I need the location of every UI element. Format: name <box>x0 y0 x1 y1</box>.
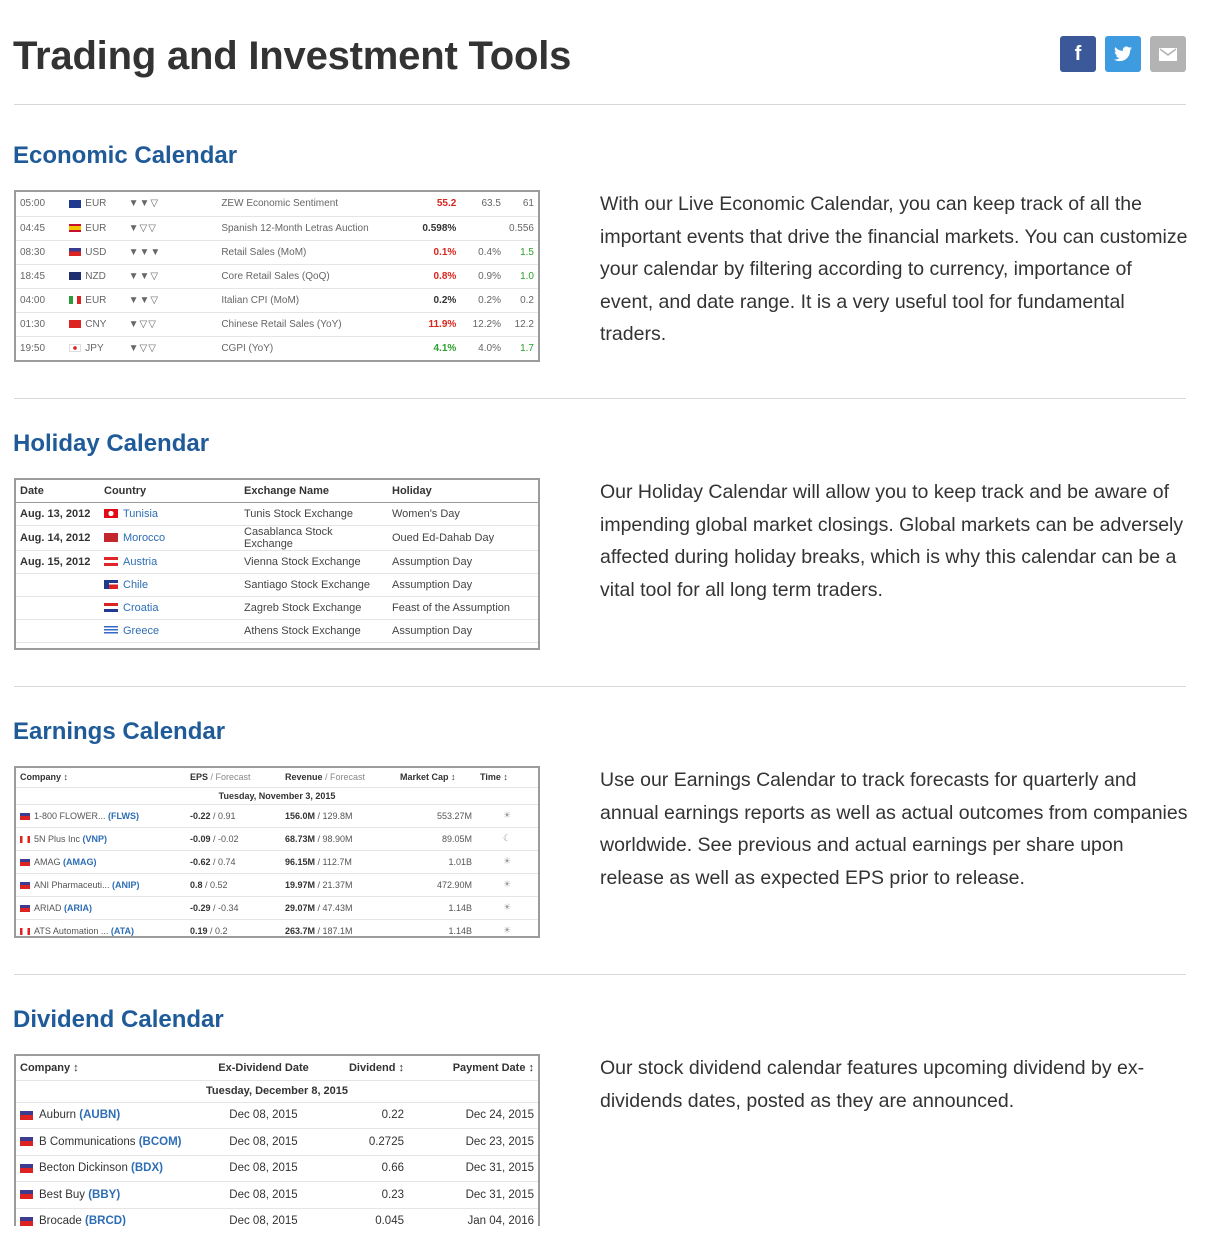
dividend-calendar-heading[interactable]: Dividend Calendar <box>13 1006 224 1033</box>
earnings-revenue <box>281 919 396 938</box>
event-name: Chinese Retail Sales (YoY) <box>221 318 342 330</box>
holiday-date: Aug. 14, 2012 <box>20 531 91 544</box>
revenue-forecast: / 129.8M <box>315 810 353 821</box>
column-header: Company ↕ <box>20 772 69 783</box>
dividend-row <box>16 1208 538 1226</box>
earnings-eps <box>186 873 281 896</box>
country-flag-icon <box>104 603 118 612</box>
divider <box>14 686 1186 687</box>
event-currency <box>65 240 124 264</box>
event-previous: 1.7 <box>520 342 534 354</box>
column-header: Date <box>16 480 100 502</box>
earnings-row <box>16 827 538 850</box>
event-actual: 11.9% <box>428 318 457 330</box>
earnings-calendar-heading[interactable]: Earnings Calendar <box>13 718 226 745</box>
earnings-revenue <box>281 873 396 896</box>
eps-forecast: / 0.74 <box>210 856 236 867</box>
importance-icon: ▼▼▽ <box>128 198 160 210</box>
earnings-revenue <box>281 850 396 873</box>
economic-calendar-section <box>13 142 1188 354</box>
revenue-actual: 156.0M <box>285 810 316 821</box>
holiday-header-row <box>16 480 538 502</box>
company-name: Best Buy <box>39 1188 89 1201</box>
country-name[interactable]: Morocco <box>123 531 166 544</box>
revenue-header: Revenue <box>285 772 323 783</box>
column-header: Ex-Dividend Date <box>218 1061 309 1074</box>
exchange-name: Athens Stock Exchange <box>244 624 361 637</box>
holiday-name: Feast of the Assumption <box>392 601 511 614</box>
exchange-name: Tunis Stock Exchange <box>244 507 354 520</box>
company-ticker[interactable]: (BRCD) <box>85 1215 126 1226</box>
company-ticker[interactable]: (ARIA) <box>64 902 93 913</box>
twitter-share-button[interactable] <box>1105 36 1141 72</box>
divider <box>14 974 1186 975</box>
earnings-company <box>16 919 186 938</box>
earnings-calendar-table <box>16 768 538 938</box>
dividend-company <box>16 1155 201 1182</box>
importance-icon: ▼▽▽ <box>128 342 157 354</box>
holiday-country <box>100 502 240 525</box>
currency-flag-icon <box>69 320 81 328</box>
currency-flag-icon <box>69 272 81 280</box>
company-ticker[interactable]: (ATA) <box>110 925 135 936</box>
event-previous: 0.556 <box>508 222 534 234</box>
event-name: Retail Sales (MoM) <box>221 246 307 258</box>
dividend-amount: 0.045 <box>375 1215 404 1226</box>
revenue-forecast: / 112.7M <box>315 856 352 867</box>
event-name: Italian CPI (MoM) <box>221 294 300 306</box>
dividend-date: Tuesday, December 8, 2015 <box>205 1085 349 1097</box>
country-name[interactable]: Croatia <box>123 601 159 614</box>
revenue-actual: 68.73M <box>285 833 316 844</box>
dividend-row <box>16 1129 538 1156</box>
currency-code: CNY <box>85 318 107 330</box>
column-header: Company ↕ <box>20 1061 79 1074</box>
revenue-actual: 96.15M <box>285 856 316 867</box>
holiday-calendar-table <box>16 480 538 643</box>
dividend-amount: 0.2725 <box>368 1135 404 1148</box>
economic-calendar-preview[interactable] <box>14 190 540 362</box>
holiday-name: Assumption Day <box>392 578 473 591</box>
dividend-row <box>16 1182 538 1209</box>
currency-flag-icon <box>69 344 81 352</box>
earnings-eps <box>186 827 281 850</box>
earnings-row <box>16 896 538 919</box>
email-icon <box>1159 48 1177 61</box>
event-forecast: 0.4% <box>478 246 501 258</box>
company-ticker[interactable]: (BDX) <box>131 1162 163 1175</box>
economic-event-row <box>16 288 538 312</box>
event-time: 04:00 <box>20 294 46 306</box>
event-previous: 61 <box>522 198 534 210</box>
earnings-company <box>16 850 186 873</box>
importance-icon: ▼▽▽ <box>128 318 157 330</box>
event-currency <box>65 312 124 336</box>
currency-code: EUR <box>85 198 107 210</box>
ex-dividend-date: Dec 08, 2015 <box>229 1109 298 1122</box>
event-actual: 0.598% <box>422 222 457 234</box>
company-name: 1-800 FLOWER... <box>34 810 109 821</box>
company-ticker[interactable]: (AMAG) <box>63 856 97 867</box>
holiday-name: Assumption Day <box>392 624 473 637</box>
event-forecast: 12.2% <box>472 318 501 330</box>
company-name: ARIAD <box>34 902 65 913</box>
country-name[interactable]: Tunisia <box>123 507 159 520</box>
divider <box>14 398 1186 399</box>
earnings-row <box>16 804 538 827</box>
currency-flag-icon <box>69 248 81 256</box>
event-name: Core Retail Sales (QoQ) <box>221 270 330 282</box>
report-time-icon: ☀ <box>502 879 512 889</box>
holiday-row <box>16 550 538 573</box>
eps-actual: -0.22 <box>190 810 211 821</box>
report-time-icon: ☀ <box>502 810 512 820</box>
revenue-forecast: / 187.1M <box>315 925 353 936</box>
dividend-header-row <box>16 1056 538 1080</box>
importance-icon: ▼▼▼ <box>128 246 162 258</box>
market-cap: 472.90M <box>436 879 472 890</box>
facebook-share-button[interactable]: f <box>1060 36 1096 72</box>
revenue-forecast-header: / Forecast <box>322 772 366 783</box>
eps-actual: 0.8 <box>190 879 203 890</box>
event-actual: 0.8% <box>433 270 457 282</box>
ex-dividend-date: Dec 08, 2015 <box>229 1162 298 1175</box>
country-flag-icon <box>20 1190 33 1199</box>
column-header: Country <box>100 480 240 502</box>
event-currency <box>65 336 124 360</box>
holiday-country <box>100 525 240 550</box>
currency-flag-icon <box>69 296 81 304</box>
holiday-row <box>16 573 538 596</box>
country-flag-icon <box>20 1111 33 1120</box>
eps-forecast: / 0.52 <box>202 879 228 890</box>
holiday-date <box>16 619 100 642</box>
event-name: Spanish 12-Month Letras Auction <box>221 222 369 234</box>
event-forecast: 0.9% <box>478 270 501 282</box>
event-actual: 4.1% <box>433 342 457 354</box>
company-ticker[interactable]: (BCOM) <box>138 1135 182 1148</box>
dividend-amount: 0.66 <box>381 1162 404 1175</box>
country-name[interactable]: Austria <box>123 555 158 568</box>
earnings-revenue <box>281 827 396 850</box>
dividend-row <box>16 1155 538 1182</box>
eps-actual: 0.19 <box>190 925 208 936</box>
market-cap: 1.14B <box>448 925 472 936</box>
company-name: AMAG <box>34 856 64 867</box>
dividend-calendar-table <box>16 1056 538 1226</box>
event-time: 05:00 <box>20 198 46 210</box>
earnings-eps <box>186 896 281 919</box>
event-previous: 12.2 <box>514 318 534 330</box>
earnings-eps <box>186 804 281 827</box>
economic-event-row <box>16 336 538 360</box>
event-currency <box>65 288 124 312</box>
column-header <box>281 768 396 787</box>
divider <box>14 104 1186 105</box>
country-flag-icon <box>104 580 118 589</box>
currency-code: EUR <box>85 294 107 306</box>
revenue-actual: 263.7M <box>285 925 316 936</box>
eps-forecast: / 0.91 <box>210 810 236 821</box>
company-ticker[interactable]: (BBY) <box>88 1188 121 1201</box>
holiday-country <box>100 596 240 619</box>
company-name: Becton Dickinson <box>39 1162 132 1175</box>
ex-dividend-date: Dec 08, 2015 <box>229 1135 298 1148</box>
revenue-actual: 19.97M <box>285 879 316 890</box>
column-header: Holiday <box>388 480 538 502</box>
economic-event-row <box>16 312 538 336</box>
country-flag-icon <box>20 836 30 843</box>
earnings-revenue <box>281 804 396 827</box>
earnings-company <box>16 896 186 919</box>
payment-date: Dec 24, 2015 <box>465 1109 534 1122</box>
holiday-calendar-description: Our Holiday Calendar will allow you to keep track and be aware of impending global market closings. Global markets can be adversely affected during holiday breaks, which is why this calendar can be a vital tool for all long term traders. <box>600 481 1184 601</box>
earnings-row <box>16 919 538 938</box>
event-time: 08:30 <box>20 246 46 258</box>
earnings-header-row <box>16 768 538 787</box>
company-ticker[interactable]: (FLWS) <box>108 810 140 821</box>
event-actual: 0.2% <box>433 294 457 306</box>
column-header: Time ↕ <box>480 772 508 783</box>
event-time: 01:30 <box>20 318 46 330</box>
twitter-icon <box>1114 46 1132 62</box>
holiday-row <box>16 619 538 642</box>
earnings-row <box>16 873 538 896</box>
company-name: B Communications <box>39 1135 139 1148</box>
payment-date: Dec 31, 2015 <box>465 1162 534 1175</box>
event-currency <box>65 264 124 288</box>
dividend-calendar-section <box>13 1006 1186 1226</box>
eps-actual: -0.62 <box>190 856 211 867</box>
country-flag-icon <box>104 533 118 542</box>
ex-dividend-date: Dec 08, 2015 <box>229 1215 298 1226</box>
country-name[interactable]: Greece <box>123 624 160 637</box>
eps-forecast: / -0.34 <box>210 902 239 913</box>
dividend-date-row <box>16 1080 538 1102</box>
country-flag-icon <box>20 1217 33 1226</box>
column-header <box>186 768 281 787</box>
currency-code: JPY <box>85 342 104 354</box>
company-ticker[interactable]: (ANIP) <box>112 879 140 890</box>
revenue-forecast: / 98.90M <box>315 833 353 844</box>
event-time: 18:45 <box>20 270 46 282</box>
payment-date: Dec 23, 2015 <box>465 1135 534 1148</box>
country-flag-icon <box>20 882 30 889</box>
social-share <box>1060 36 1186 72</box>
dividend-amount: 0.22 <box>381 1109 404 1122</box>
eps-forecast: / 0.2 <box>207 925 228 936</box>
holiday-date <box>16 573 100 596</box>
currency-flag-icon <box>69 200 81 208</box>
event-time: 19:50 <box>20 342 46 354</box>
country-flag-icon <box>20 813 30 820</box>
exchange-name: Casablanca Stock Exchange <box>244 525 333 550</box>
country-flag-icon <box>20 859 30 866</box>
company-ticker[interactable]: (VNP) <box>82 833 108 844</box>
exchange-name: Vienna Stock Exchange <box>244 555 361 568</box>
event-name: CGPI (YoY) <box>221 342 274 354</box>
market-cap: 89.05M <box>441 833 472 844</box>
event-forecast: 4.0% <box>478 342 501 354</box>
dividend-calendar-preview[interactable] <box>14 1054 540 1226</box>
event-forecast <box>460 216 505 240</box>
exchange-name: Santiago Stock Exchange <box>244 578 370 591</box>
dividend-company <box>16 1102 201 1129</box>
revenue-actual: 29.07M <box>285 902 316 913</box>
event-actual: 0.1% <box>433 246 457 258</box>
economic-calendar-heading[interactable]: Economic Calendar <box>13 142 238 169</box>
economic-event-row <box>16 264 538 288</box>
market-cap: 553.27M <box>436 810 472 821</box>
event-previous: 1.5 <box>520 246 534 258</box>
country-flag-icon <box>20 1137 33 1146</box>
importance-icon: ▼▼▽ <box>128 270 160 282</box>
event-forecast: 0.2% <box>478 294 501 306</box>
column-header: Dividend ↕ <box>348 1061 404 1074</box>
holiday-calendar-heading[interactable]: Holiday Calendar <box>13 430 210 457</box>
holiday-row <box>16 596 538 619</box>
holiday-name: Oued Ed-Dahab Day <box>392 531 495 544</box>
importance-icon: ▼▽▽ <box>128 222 157 234</box>
country-flag-icon <box>20 928 30 935</box>
currency-code: NZD <box>85 270 106 282</box>
holiday-country <box>100 619 240 642</box>
earnings-revenue <box>281 896 396 919</box>
payment-date: Jan 04, 2016 <box>467 1215 534 1226</box>
currency-code: EUR <box>85 222 107 234</box>
country-name[interactable]: Chile <box>123 578 149 591</box>
holiday-row <box>16 525 538 550</box>
eps-header: EPS <box>190 772 209 783</box>
earnings-date: Tuesday, November 3, 2015 <box>218 790 336 801</box>
exchange-name: Zagreb Stock Exchange <box>244 601 362 614</box>
event-currency <box>65 216 124 240</box>
economic-calendar-description: With our Live Economic Calendar, you can keep track of all the important events that drive the financial markets. You can customize your calendar by filtering according to currency, importance of event, and date range. It is a very useful tool for fundamental traders. <box>600 193 1188 345</box>
holiday-date: Aug. 13, 2012 <box>20 507 91 520</box>
event-forecast: 63.5 <box>481 198 501 210</box>
economic-calendar-table <box>16 192 538 361</box>
holiday-calendar-section <box>13 430 1186 637</box>
dividend-company <box>16 1208 201 1226</box>
earnings-eps <box>186 919 281 938</box>
dividend-calendar-description: Our stock dividend calendar features upcoming dividend by ex-dividends dates, posted as they are announced. <box>600 1057 1145 1112</box>
eps-forecast: / -0.02 <box>210 833 239 844</box>
event-name: ZEW Economic Sentiment <box>221 198 339 210</box>
holiday-country <box>100 573 240 596</box>
report-time-icon: ☀ <box>502 856 512 866</box>
holiday-name: Women's Day <box>392 507 460 520</box>
company-name: 5N Plus Inc <box>34 833 83 844</box>
earnings-eps <box>186 850 281 873</box>
report-time-icon: ☀ <box>502 925 512 935</box>
economic-event-row <box>16 192 538 216</box>
holiday-row <box>16 502 538 525</box>
market-cap: 1.14B <box>448 902 472 913</box>
column-header: Payment Date ↕ <box>452 1061 534 1074</box>
country-flag-icon <box>104 626 118 635</box>
event-previous: 1.0 <box>520 270 534 282</box>
eps-actual: -0.29 <box>190 902 211 913</box>
company-name: Auburn <box>39 1109 80 1122</box>
country-flag-icon <box>104 509 118 518</box>
currency-flag-icon <box>69 224 81 232</box>
column-header: Market Cap ↕ <box>400 772 456 783</box>
revenue-forecast: / 21.37M <box>315 879 353 890</box>
event-previous: 0.2 <box>520 294 534 306</box>
market-cap: 1.01B <box>448 856 472 867</box>
company-name: ATS Automation ... <box>34 925 111 936</box>
eps-actual: -0.09 <box>190 833 211 844</box>
company-ticker[interactable]: (AUBN) <box>79 1109 121 1122</box>
revenue-forecast: / 47.43M <box>315 902 353 913</box>
dividend-company <box>16 1129 201 1156</box>
email-share-button[interactable] <box>1150 36 1186 72</box>
country-flag-icon <box>20 1164 33 1173</box>
payment-date: Dec 31, 2015 <box>465 1188 534 1201</box>
earnings-date-row <box>16 787 538 804</box>
dividend-amount: 0.23 <box>381 1188 404 1201</box>
report-time-icon: ☾ <box>502 833 512 843</box>
company-name: Brocade <box>39 1215 86 1226</box>
column-header: Exchange Name <box>240 480 388 502</box>
earnings-company <box>16 804 186 827</box>
page-title: Trading and Investment Tools <box>13 34 572 78</box>
economic-event-row <box>16 240 538 264</box>
earnings-company <box>16 873 186 896</box>
holiday-date: Aug. 15, 2012 <box>20 555 91 568</box>
country-flag-icon <box>20 905 30 912</box>
earnings-row <box>16 850 538 873</box>
holiday-date <box>16 596 100 619</box>
event-actual: 55.2 <box>436 198 457 210</box>
earnings-company <box>16 827 186 850</box>
dividend-company <box>16 1182 201 1209</box>
earnings-calendar-preview[interactable] <box>14 766 540 938</box>
holiday-calendar-preview[interactable] <box>14 478 540 650</box>
ex-dividend-date: Dec 08, 2015 <box>229 1188 298 1201</box>
economic-event-row <box>16 216 538 240</box>
holiday-country <box>100 550 240 573</box>
importance-icon: ▼▼▽ <box>128 294 160 306</box>
event-currency <box>65 192 124 216</box>
earnings-calendar-section <box>13 718 1188 936</box>
eps-forecast-header: / Forecast <box>208 772 251 783</box>
event-time: 04:45 <box>20 222 46 234</box>
dividend-row <box>16 1102 538 1129</box>
currency-code: USD <box>85 246 107 258</box>
company-name: ANI Pharmaceuti... <box>34 879 113 890</box>
country-flag-icon <box>104 557 118 566</box>
holiday-name: Assumption Day <box>392 555 473 568</box>
report-time-icon: ☀ <box>502 902 512 912</box>
earnings-calendar-description: Use our Earnings Calendar to track forecasts for quarterly and annual earnings reports as well as actual outcomes from companies worldwide. See previous and actual earnings per share upon release as well as expected EPS prior to release. <box>600 769 1188 889</box>
